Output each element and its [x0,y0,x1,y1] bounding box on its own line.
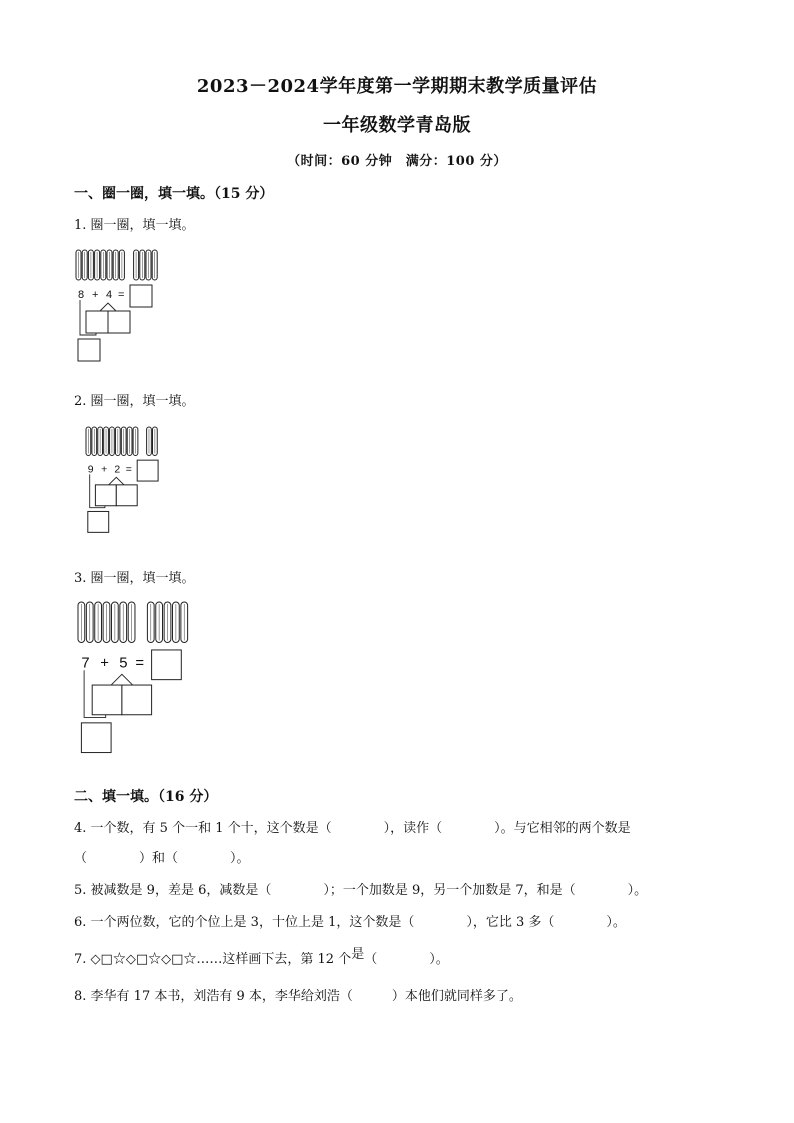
question-3-text: 3. 圈一圈，填一填。 [74,571,195,586]
equals-sign: = [135,655,145,672]
result-box [81,723,111,753]
question-1-text: 1. 圈一圈，填一填。 [74,218,195,233]
equals-sign: = [125,464,132,476]
answer-box [152,650,182,680]
question-2-text: 2. 圈一圈，填一填。 [74,394,195,409]
question-8: 8. 李华有 17 本书，刘浩有 9 本，李华给刘浩（ ）本他们就同样多了。 [74,989,522,1004]
result-box [88,511,109,532]
addend-a: 7 [81,655,90,672]
addend-b: 2 [114,464,121,476]
question-7 [74,948,449,967]
split-branch [100,303,116,311]
addend-a: 8 [78,289,85,301]
exam-title: 2023－2024学年度第一学期期末教学质量评估 [196,76,598,97]
addend-b: 5 [119,655,128,672]
split-box-right [122,685,152,715]
question-3-figure [76,600,216,776]
split-box-left [92,685,122,715]
split-box-left [95,485,116,506]
question-4-line-2: （ ）和（ ）。 [74,851,250,866]
plus-sign: + [92,289,99,301]
question-7-sup: 是 [351,947,365,962]
split-branch [109,477,124,485]
answer-box [137,460,158,481]
question-4-line-1: 4. 一个数，有 5 个一和 1 个十，这个数是（ ），读作（ ）。与它相邻的两个数是 [74,821,631,836]
split-branch [111,674,133,685]
question-1-figure [74,248,184,376]
result-box [78,339,100,361]
section-heading-1: 一、圈一圈，填一填。（15 分） [74,186,274,202]
question-7-post: （ ）。 [364,952,449,967]
question-6: 6. 一个两位数，它的个位上是 3，十位上是 1，这个数是（ ），它比 3 多（ ）。 [74,915,626,930]
question-2-figure [84,425,184,553]
split-box-right [108,311,130,333]
equals-sign: = [118,289,125,301]
split-box-left [86,311,108,333]
split-box-right [116,485,137,506]
addend-a: 9 [87,464,94,476]
exam-meta: （时间：60 分钟 满分：100 分） [287,154,507,169]
answer-box [130,285,152,307]
plus-sign: + [101,464,108,476]
exam-subtitle: 一年级数学青岛版 [323,115,471,136]
addend-b: 4 [106,289,113,301]
question-7-pre: 7. ◇□☆◇□☆◇□☆……这样画下去，第 12 个 [74,952,352,967]
question-5: 5. 被减数是 9，差是 6，减数是（ ）；一个加数是 9，另一个加数是 7，和是（ ）。 [74,883,648,898]
section-heading-2: 二、填一填。（16 分） [74,789,218,805]
plus-sign: + [100,655,109,672]
